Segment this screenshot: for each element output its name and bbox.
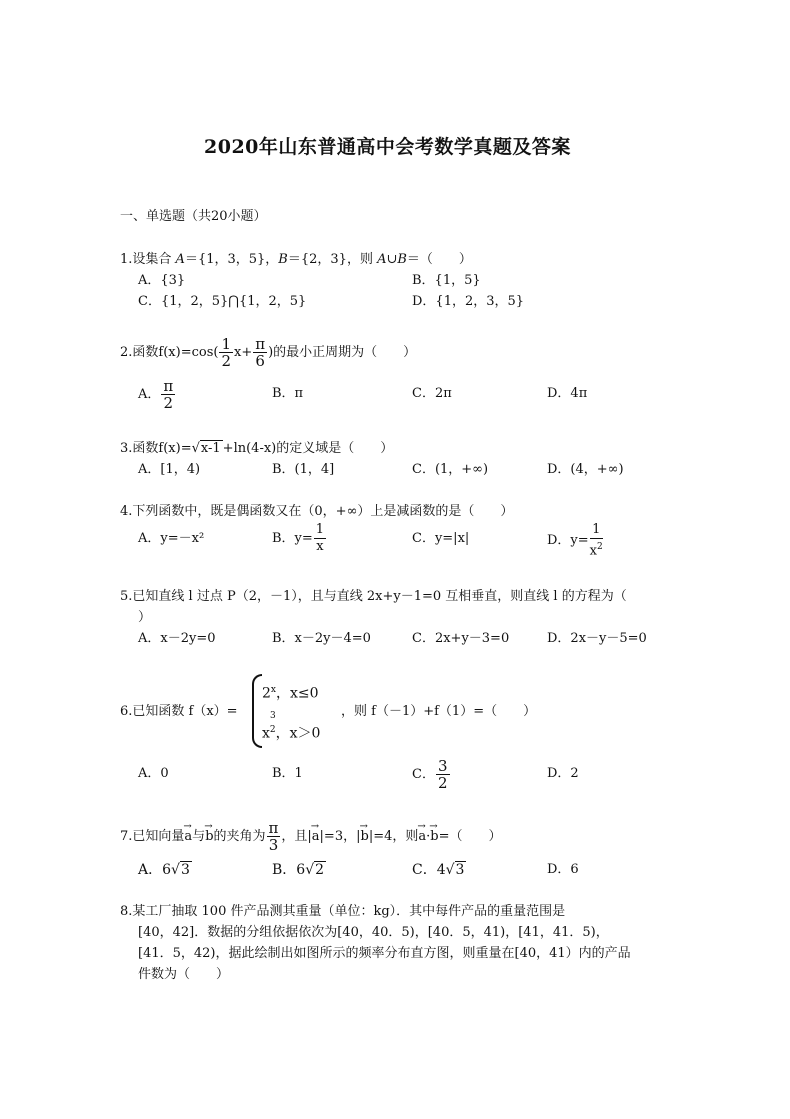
question-1-stem xyxy=(120,252,472,268)
q3-option-c: C．(1，+∞) xyxy=(412,462,489,477)
q6-case-2-main: $x^2$，x＞0 xyxy=(262,725,321,742)
question-8-line-2: [40，42]．数据的分组依据依次为[40，40．5)，[40．5，41)，[41，41．5)， xyxy=(138,925,609,940)
q6-case-1: 2$^x$，x≤0 xyxy=(262,685,319,702)
q7-option-b: B．6√2 xyxy=(272,862,325,878)
q1-text: ＝{2，3}，则 xyxy=(287,252,378,267)
q6-option-c-fraction: $\frac{3}{2}$ xyxy=(437,757,448,792)
q7-option-d: D．6 xyxy=(547,862,579,877)
q4-option-a: A．y=－x² xyxy=(138,531,205,546)
q7-fraction-pi-3: $\frac{\pi}{3}$ xyxy=(268,819,279,854)
question-3-stem xyxy=(120,441,393,457)
question-5-stem-cont: ） xyxy=(138,610,152,625)
q5-option-c: C．2x+y－3=0 xyxy=(412,631,510,646)
q2-option-d: D．4π xyxy=(547,386,588,401)
q1-text: 1.设集合 xyxy=(120,252,176,267)
q7-option-c: C．4√3 xyxy=(412,862,465,878)
q5-option-a: A．x－2y=0 xyxy=(138,631,216,646)
q3-text: +ln(4-x)的定义域是（ ） xyxy=(222,441,394,456)
q2-option-b: B．π xyxy=(272,386,304,401)
q4-option-b: B．y= $\frac{1}{x}$ xyxy=(272,522,325,554)
q1-union: A∪B xyxy=(377,252,407,267)
q4-option-d: D．y= $\frac{1}{x^2}$ xyxy=(547,522,603,559)
section-heading: 一、单选题（共20小题） xyxy=(120,209,267,224)
q6-option-a: A．0 xyxy=(138,766,169,781)
q4-option-b-fraction: $\frac{1}{x}$ xyxy=(315,522,325,554)
q1-text: ＝（ ） xyxy=(406,252,472,267)
page-title: 2020年山东普通高中会考数学真题及答案 xyxy=(204,136,571,158)
q6-piecewise-brace xyxy=(252,674,262,748)
q7-vector-a: → a xyxy=(184,829,192,845)
q3-sqrt-sign: √ xyxy=(191,441,200,456)
q6-option-c: C． $\frac{3}{2}$ xyxy=(412,757,448,792)
q6-option-d: D．2 xyxy=(547,766,579,781)
q2-text: )的最小正周期为（ ） xyxy=(268,345,417,360)
q7-vector-b: → b xyxy=(205,829,213,845)
q7-vector-a: → a xyxy=(418,829,426,845)
q4-option-c: C．y=|x| xyxy=(412,531,470,546)
question-2-stem xyxy=(120,336,416,369)
q7-vector-a: → a xyxy=(312,829,320,845)
q7-option-a: A．6√3 xyxy=(138,862,190,878)
q2-func: f(x)=cos( xyxy=(158,345,219,360)
q6-case-2: 3 xyxy=(270,711,276,721)
q5-option-d: D．2x－y－5=0 xyxy=(547,631,647,646)
q1-option-b: B．{1，5} xyxy=(412,273,481,288)
question-4-stem: 4.下列函数中，既是偶函数又在（0，+∞）上是减函数的是（ ） xyxy=(120,504,514,519)
q2-option-a: A． $\frac{\pi}{2}$ xyxy=(138,377,174,412)
q2-text: x+ xyxy=(233,345,253,360)
q1-option-a: A．{3} xyxy=(138,273,186,288)
q2-fraction-pi-6: $\frac{\pi}{6}$ xyxy=(255,335,266,370)
q4-option-d-fraction: $\frac{1}{x^2}$ xyxy=(589,522,603,559)
q1-text: ＝{1，3，5}， xyxy=(184,252,279,267)
q3-radicand: x-1 xyxy=(200,441,221,456)
question-7-stem: 7.已知向量→ a与→ b的夹角为 $\frac{\pi}{3}$ ，且|→ a|=3，|→ b|=4，则→ a·→ b=（ ） xyxy=(120,820,502,853)
question-8-line-3: [41．5，42)，据此绘制出如图所示的频率分布直方图，则重量在[40，41）内的产品 xyxy=(138,946,631,961)
q6-text-b: ，则 f（－1）+f（1）=（ ） xyxy=(341,704,537,719)
q1-option-d: D．{1，2，3，5} xyxy=(412,294,525,309)
q3-option-a: A．[1，4) xyxy=(138,462,201,477)
question-8-line-1: 8.某工厂抽取 100 件产品测其重量（单位：kg）．其中每件产品的重量范围是 xyxy=(120,904,566,919)
q2-option-a-fraction: $\frac{\pi}{2}$ xyxy=(163,377,174,412)
q7-vector-b: → b xyxy=(430,829,438,845)
question-8-line-4: 件数为（ ） xyxy=(138,967,230,982)
q3-option-d: D．(4，+∞) xyxy=(547,462,624,477)
question-5-stem: 5.已知直线 l 过点 P（2，－1），且与直线 2x+y－1=0 互相垂直，则直线 l 的方程为（ xyxy=(120,589,627,604)
q2-option-c: C．2π xyxy=(412,386,452,401)
q1-option-c: C．{1，2，5}⋂{1，2，5} xyxy=(138,294,307,309)
q2-text: 2.函数 xyxy=(120,345,159,360)
q1-set-b: B xyxy=(278,252,288,267)
q3-option-b: B．(1，4] xyxy=(272,462,335,477)
q7-vector-b: → b xyxy=(360,829,368,845)
q5-option-b: B．x－2y－4=0 xyxy=(272,631,371,646)
q1-set-a: A xyxy=(175,252,185,267)
q3-text: 3.函数f(x)= xyxy=(120,441,192,456)
q6-text-a: 6.已知函数 f（x）= xyxy=(120,704,238,719)
q2-fraction-half: $\frac{1}{2}$ xyxy=(221,335,231,370)
q6-option-b: B．1 xyxy=(272,766,303,781)
